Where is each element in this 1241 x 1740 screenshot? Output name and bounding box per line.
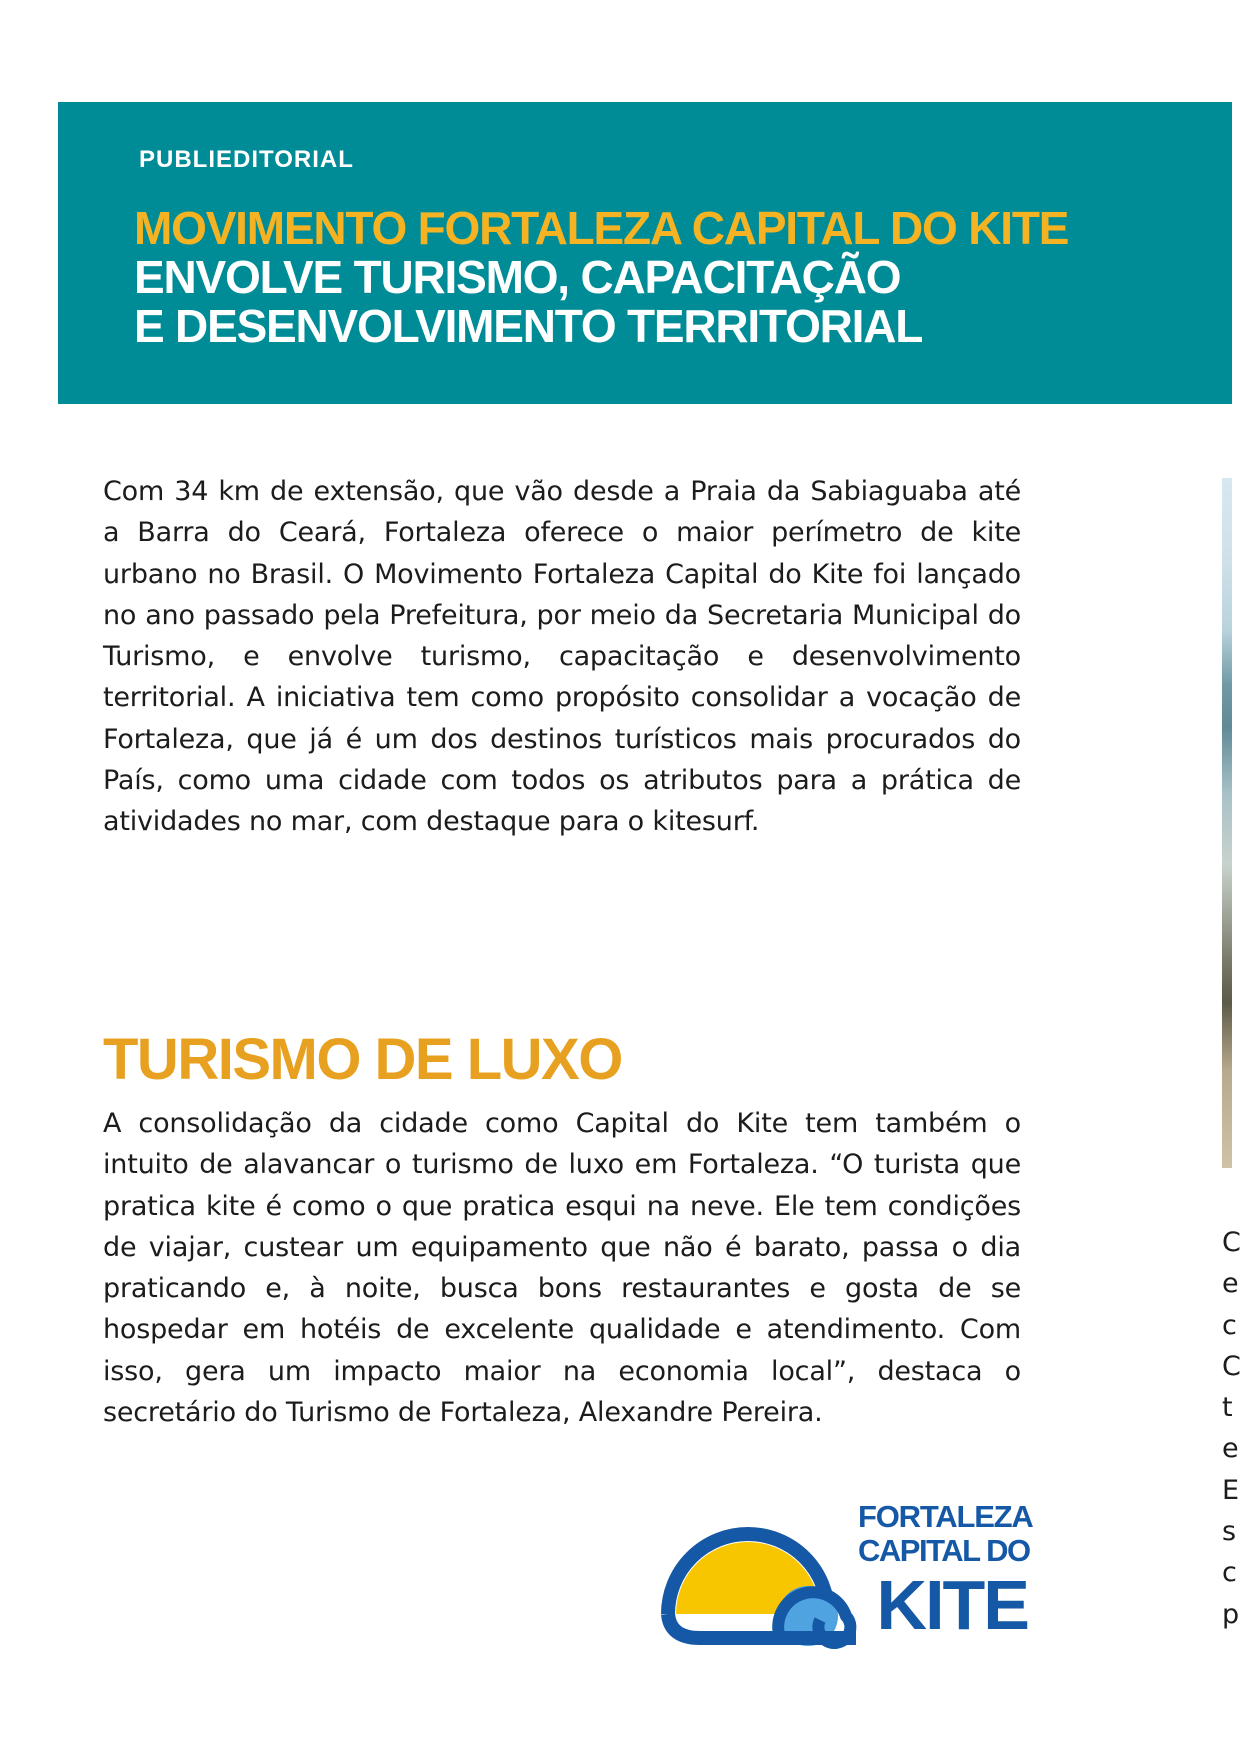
cutoff-letter: E	[1222, 1474, 1240, 1506]
headline-line-3: E DESENVOLVIMENTO TERRITORIAL	[134, 300, 923, 352]
logo-line-3: KITE	[876, 1566, 1028, 1644]
page-headline	[134, 204, 1068, 351]
cutoff-letter: c	[1222, 1557, 1237, 1589]
cutoff-letter: e	[1222, 1268, 1239, 1300]
section-kicker: PUBLIEDITORIAL	[139, 146, 354, 173]
logo-line-1: FORTALEZA	[858, 1499, 1033, 1534]
luxury-paragraph: A consolidação da cidade como Capital do Kite tem também o intuito de alavancar o turismo de luxo em Fortaleza. “O turista que pratica kite é como o que pratica esqui na neve. Ele tem condições de viajar, custear um equipamento que não é barato, passa o dia praticando e, à noite, busca bons restaurantes e gosta de se hospedar em hotéis de excelente qualidade e atendimento. Com isso, gera um impacto maior na economia local”, destaca o secretário do Turismo de Fortaleza, Alexandre Pereira.	[103, 1108, 1021, 1429]
logo-wordmark	[858, 1499, 1033, 1644]
logo-line-2: CAPITAL DO	[858, 1533, 1030, 1568]
headline-line-1: MOVIMENTO FORTALEZA CAPITAL DO KITE	[134, 202, 1069, 254]
cutoff-letter: t	[1222, 1392, 1233, 1424]
cutoff-letter: s	[1222, 1516, 1237, 1548]
cropped-beach-photo	[1222, 478, 1232, 1168]
cutoff-letter: C	[1222, 1227, 1241, 1258]
cutoff-letter: e	[1222, 1433, 1239, 1465]
intro-paragraph: Com 34 km de extensão, que vão desde a Praia da Sabiaguaba até a Barra do Ceará, Fortaleza oferece o maior perímetro de kite urbano no Brasil. O Movimento Fortaleza Capital do Kite foi lançado no ano passado pela Prefeitura, por meio da Secretaria Municipal do Turismo, e envolve turismo, capacitação e desenvolvimento territorial. A iniciativa tem como propósito consolidar a vocação de Fortaleza, que já é um dos destinos turísticos mais procurados do País, como uma cidade com todos os atributos para a prática de atividades no mar, com destaque para o kitesurf.	[103, 476, 1021, 838]
cutoff-letter: C	[1222, 1350, 1241, 1382]
cutoff-letter: p	[1222, 1598, 1240, 1630]
cutoff-text-column	[1222, 1222, 1241, 1635]
section-title: TURISMO DE LUXO	[103, 1027, 622, 1092]
headline-line-2: ENVOLVE TURISMO, CAPACITAÇÃO	[134, 251, 901, 303]
cutoff-letter: c	[1222, 1309, 1237, 1341]
